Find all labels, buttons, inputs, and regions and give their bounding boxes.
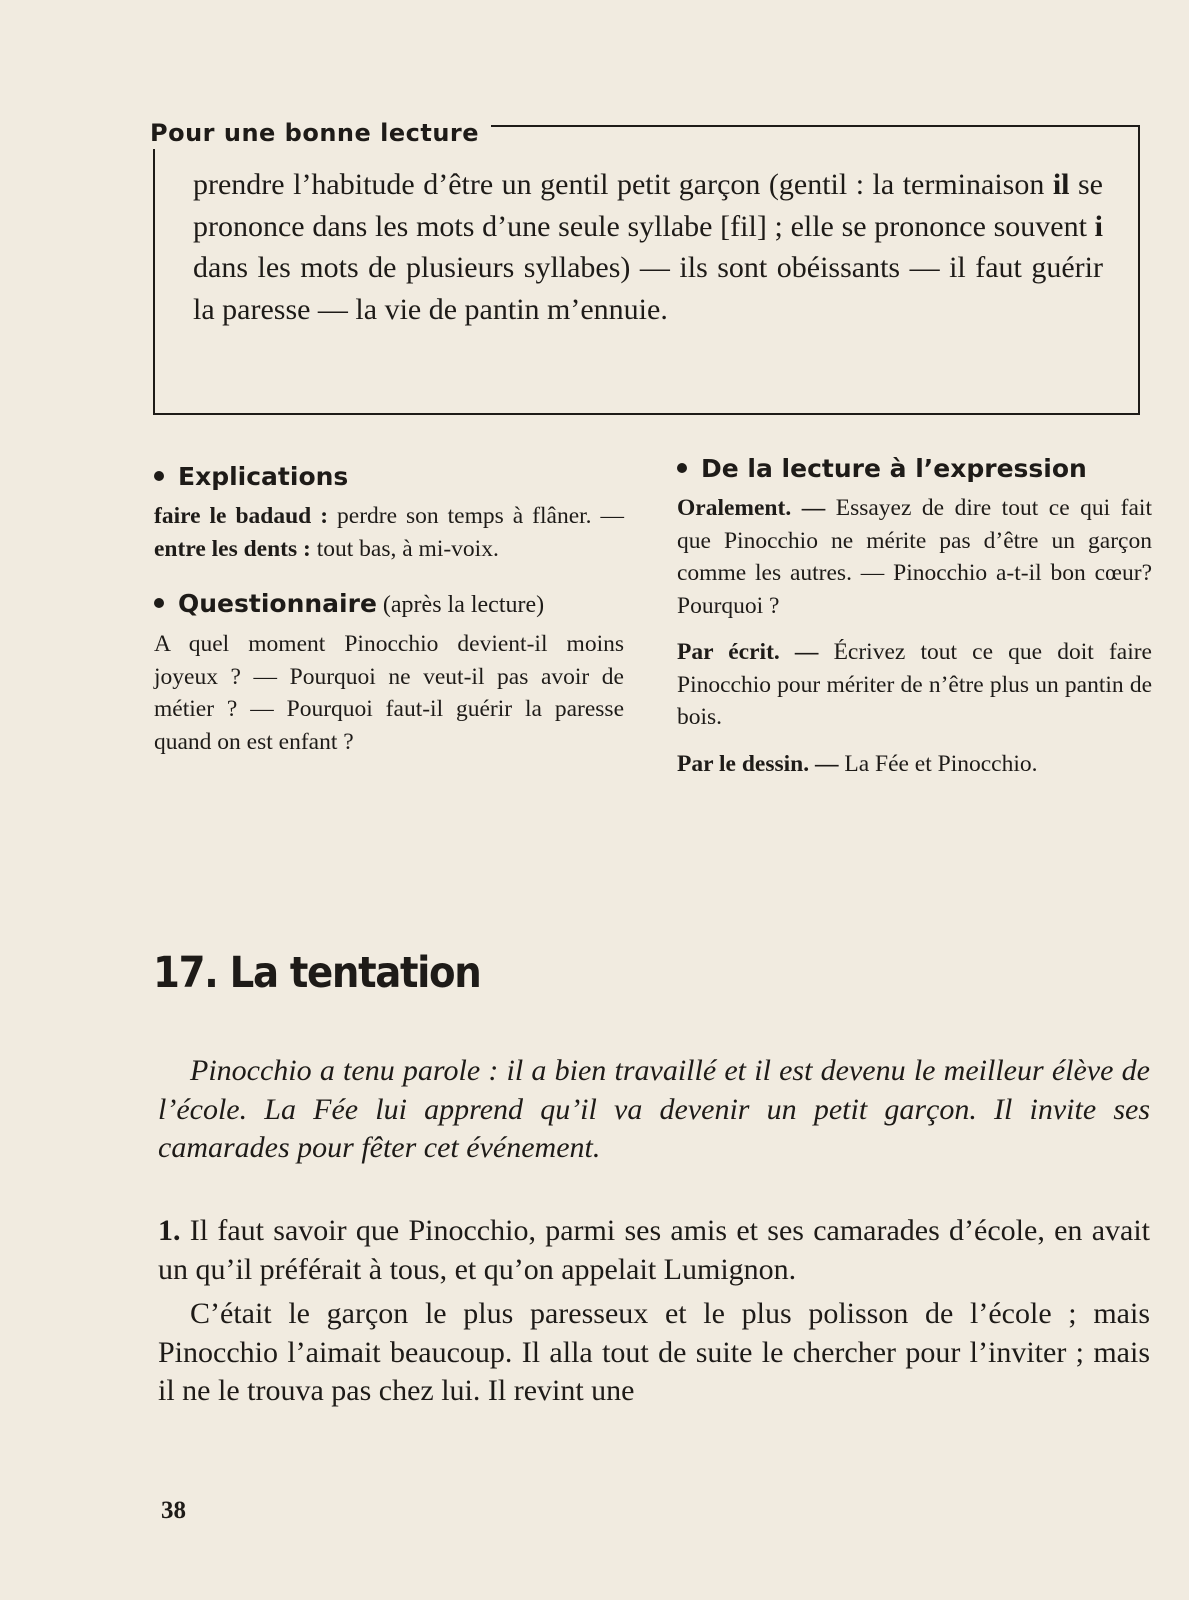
explications-text — [154, 500, 624, 565]
explication-term: faire le badaud : — [154, 503, 329, 529]
explication-def: perdre son temps à flâner. — — [328, 503, 625, 529]
paragraph-2: C’était le garçon le plus paresseux et le plus polisson de l’école ; mais Pinocchio l’aimait beaucoup. Il alla tout de suite le chercher pour l’inviter ; mais il ne le trouva pas chez lui. Il revint une — [158, 1297, 1150, 1407]
bullet-icon — [677, 463, 687, 473]
expression-label: Par le dessin. — — [677, 750, 839, 777]
reading-segment: prendre l’habitude d’être un gentil petit garçon (gentil : la terminaison — [193, 168, 1053, 201]
questionnaire-heading — [154, 587, 624, 622]
right-column — [677, 452, 1152, 794]
reading-segment: se prononce dans les mots d’une seule syllabe [fil] ; elle se prononce souvent — [193, 168, 1103, 243]
expression-written — [677, 636, 1152, 734]
expression-text: La Fée et Pinocchio. — [838, 750, 1038, 777]
bullet-icon — [154, 471, 164, 481]
expression-heading — [677, 452, 1152, 486]
reading-box-title: Pour une bonne lecture — [150, 117, 491, 149]
expression-text: Écrivez tout ce que doit faire Pinocchio pour mériter de n’être plus un pantin de bois. — [677, 639, 1152, 730]
expression-label: Oralement. — — [677, 495, 826, 521]
paragraph-1 — [158, 1212, 1150, 1289]
page-number: 38 — [161, 1497, 186, 1524]
reading-box-paragraph — [193, 164, 1103, 330]
reading-segment: dans les mots de plusieurs syllabes) — ils sont obéissants — il faut guérir la paresse — la vie de pantin m’ennuie. — [193, 251, 1103, 326]
explications-heading-text: Explications — [178, 462, 349, 491]
reading-segment-bold: i — [1094, 209, 1103, 243]
reading-box-text — [193, 164, 1103, 330]
questionnaire-note: (après la lecture) — [376, 592, 545, 618]
reading-segment-bold: il — [1052, 168, 1070, 201]
expression-oral — [677, 492, 1152, 622]
explications-heading — [154, 460, 624, 494]
expression-text: Essayez de dire tout ce qui fait que Pinocchio ne mérite pas d’être un garçon comme les autres. — Pinocchio a-t-il bon cœur? Pourquoi ? — [677, 495, 1152, 619]
bullet-icon — [154, 598, 164, 608]
chapter-title: 17. La tentation — [153, 948, 481, 998]
chapter-body — [158, 1212, 1150, 1411]
explication-term: entre les dents : — [154, 535, 311, 562]
explication-def: tout bas, à mi-voix. — [310, 535, 499, 562]
chapter-intro: Pinocchio a tenu parole : il a bien travaillé et il est devenu le meilleur élève de l’école. La Fée lui apprend qu’il va devenir un petit garçon. Il invite ses camarades pour fêter cet événement. — [158, 1054, 1150, 1164]
paragraph-1-text: Il faut savoir que Pinocchio, parmi ses amis et ses camarades d’école, en avait un qu’il préférait à tous, et qu’on appelait Lumignon. — [158, 1214, 1150, 1286]
left-column — [154, 460, 624, 772]
questionnaire-heading-text: Questionnaire — [178, 589, 377, 618]
questionnaire-text: A quel moment Pinocchio devient-il moins joyeux ? — Pourquoi ne veut-il pas avoir de métier ? — Pourquoi faut-il guérir la paresse quand on est enfant ? — [154, 631, 624, 755]
expression-drawing — [677, 748, 1152, 781]
expression-label: Par écrit. — — [677, 639, 819, 665]
expression-heading-text: De la lecture à l’expression — [701, 454, 1087, 483]
paragraph-number: 1. — [158, 1214, 181, 1247]
